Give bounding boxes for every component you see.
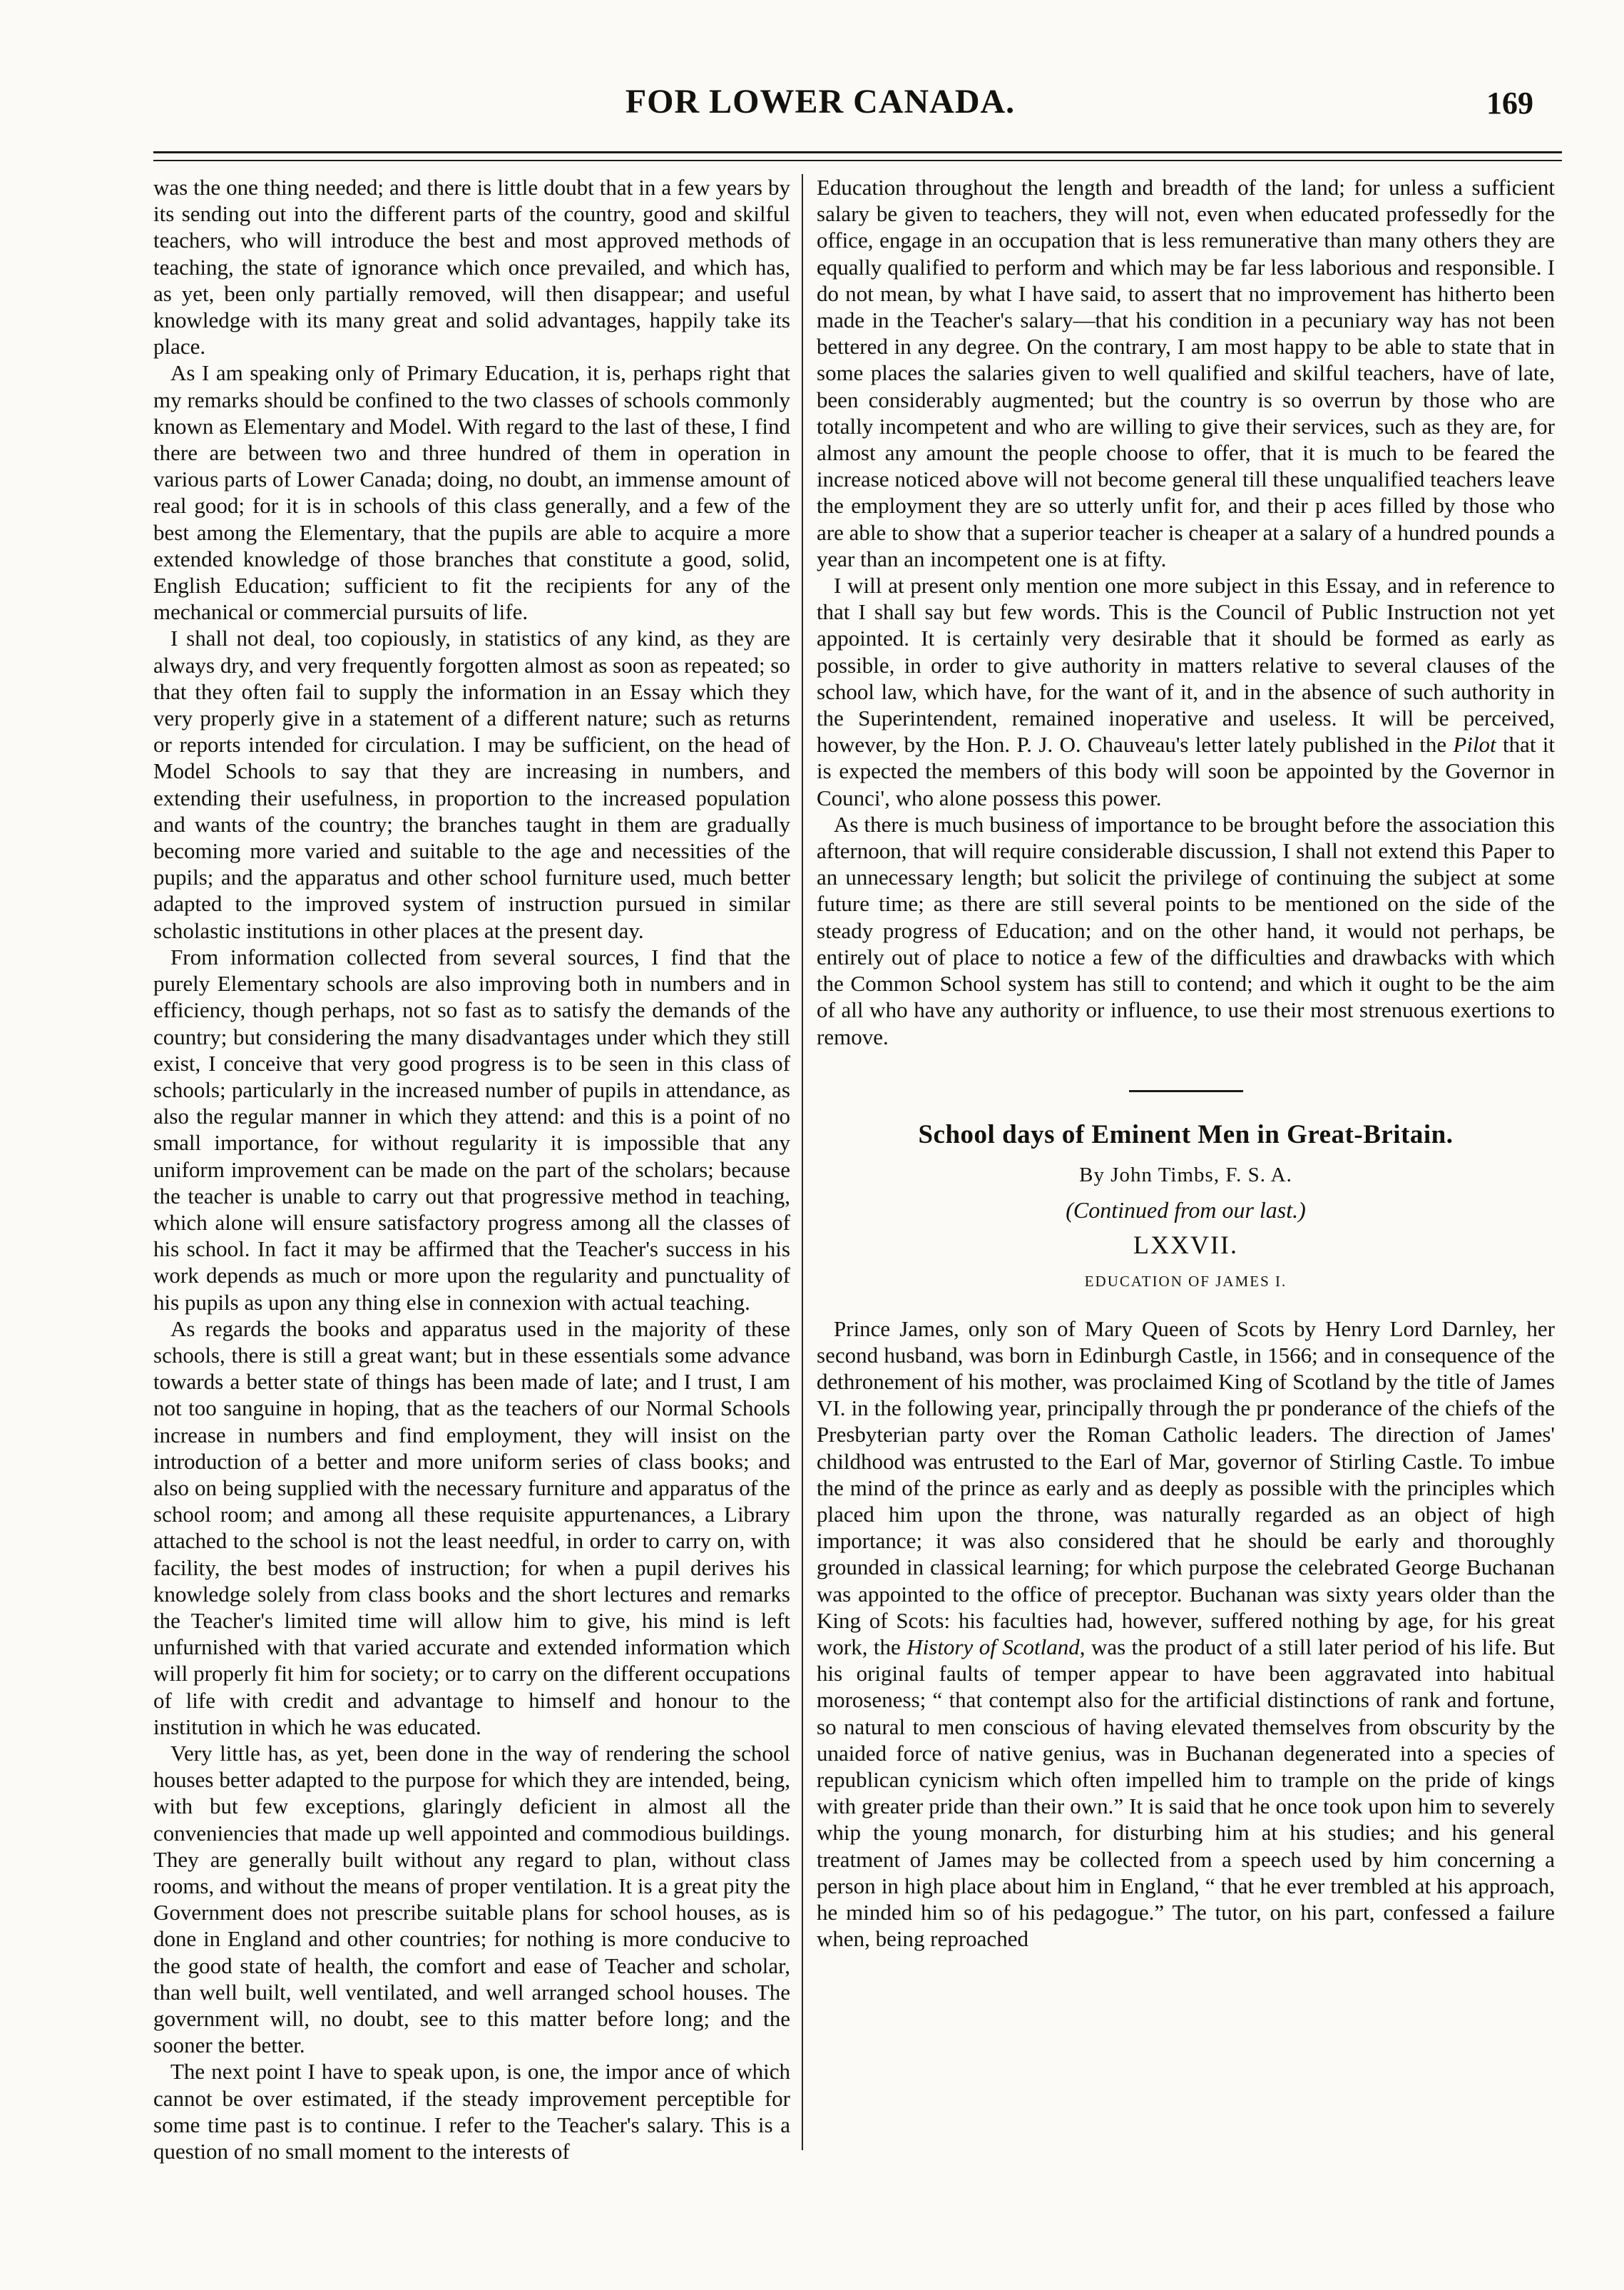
left-column [153,174,790,2164]
right-paragraph-2-tail: that it is expected the members of this body will soon be appointed by the Governor in Counci', who alone possess this power. [817,732,1555,810]
continued-note: (Continued from our last.) [1066,1196,1306,1223]
right-paragraph-2-text: I will at present only mention one more subject in this Essay, and in reference to that I shall say but few words. This is the Council of Public Instruction not yet appointed. It is certainly very desirable that it should be formed as early as possible, in order to give authority in matters relative to several clauses of the school law, which have, for the want of it, and in the absence of such authority in the Superintendent, remained inoperative and useless. It will be perceived, however, by the Hon. P. J. O. Chauveau's letter lately published in the [817,573,1555,758]
right-column [817,174,1555,2164]
header-rule-thick [153,151,1562,153]
article-paragraph-1 [817,1316,1555,1953]
right-paragraph-1: Education throughout the length and breadth of the land; for unless a sufficient salary be given to teachers, they will not, even when educated professedly for the office, engage in an occupation that is less remunerative than many others they are equally qualified to perform and which may be far less laborious and responsible. I do not mean, by what I have said, to assert that no improvement has hitherto been made in the Teacher's salary—that his condition in a pecuniary way has not been bettered in any degree. On the contrary, I am most happy to be able to state that in some places the salaries given to well qualified and skilful teachers, have of late, been considerably augmented; but the country is so overrun by those who are totally incompetent and who are willing to give their services, such as they are, for almost any amount the people choose to offer, that it is much to be feared the increase noticed above will not become general till these unqualified teachers leave the employment they are so utterly unfit for, and their p aces filled by those who are able to show that a superior teacher is cheaper at a salary of a hundred pounds a year than an incompetent one is at fifty. [817,175,1555,571]
page-number: 169 [1486,86,1533,121]
article-paragraph-1a: Prince James, only son of Mary Queen of Scots by Henry Lord Darnley, her second husband, was born in Edinburgh Castle, in 1566; and in consequence of the dethronement of his mother, was proclaimed King of Scotland by the title of James VI. in the following year, principally through the pr ponderance of the chiefs of the Presbyterian party over the Roman Catholic leaders. The direction of James' childhood was entrusted to the Earl of Mar, governor of Stirling Castle. To imbue the mind of the prince as early and as deeply as possible with the principles which placed him upon the throne, was naturally regarded as an object of high importance; it was also considered that he should be early and thoroughly grounded in classical learning; for which purpose the celebrated George Buchanan was appointed to the office of preceptor. Buchanan was sixty years older than the King of Scots: his faculties had, however, suffered nothing by age, for his great work, the [817,1316,1555,1659]
left-paragraph-7: The next point I have to speak upon, is one, the impor ance of which cannot be over estimated, if the steady improvement perceptible for some time past is to continue. I refer to the Teacher's salary. This is a question of no small moment to the interests of [153,2059,790,2164]
page-header [107,82,1533,146]
article-byline: By John Timbs, F. S. A. [1079,1163,1292,1186]
article-title: School days of Eminent Men in Great-Britain. [918,1119,1454,1149]
left-paragraph-2: As I am speaking only of Primary Education, it is, perhaps right that my remarks should be confined to the two classes of schools commonly known as Elementary and Model. With regard to the last of these, I find there are between two and three hundred of them in operation in various parts of Lower Canada; doing, no doubt, an immense amount of real good; for it is in schools of this class generally, and a few of the best among the Elementary, that the pupils are able to acquire a more extended knowledge of those branches that constitute a good, solid, English Education; sufficient to fit the recipients for any of the mechanical or commercial pursuits of life. [153,360,790,625]
right-paragraph-3: As there is much business of importance to be brought before the association this afternoon, that will require considerable discussion, I shall not extend this Paper to an unnecessary length; but solicit the privilege of continuing the subject at some future time; as there are still several points to be mentioned on the side of the steady progress of Education; and on the other hand, it would not perhaps, be entirely out of place to notice a few of the difficulties and drawbacks with which the Common School system has still to contend; and which it ought to be the aim of all who have any authority or influence, to use their most strenuous exertions to remove. [817,811,1555,1049]
running-title: FOR LOWER CANADA. [625,83,1016,121]
left-paragraph-4: From information collected from several sources, I find that the purely Elementary schools are also improving both in numbers and in efficiency, though perhaps, not so fast as to satisfy the demands of the country; but considering the many disadvantages under which they still exist, I conceive that very good progress is to be seen in this class of schools; particularly in the increased number of pupils in attendance, as also the regular manner in which they attend: and this is a point of no small importance, for without regularity it is impossible that any uniform improvement can be made on the part of the scholars; because the teacher is unable to carry out that progressive method in teaching, which alone will ensure satisfactory progress among all the classes of his school. In fact it may be affirmed that the Teacher's success in his work depends as much or more upon the regularity and punctuality of his pupils as upon any thing else in connexion with actual teaching. [153,944,790,1315]
pilot-newspaper-title: Pilot [1453,732,1496,758]
article-paragraph-1b: , was the product of a still later period of his life. But his original faults of temper appear to have been aggravated into habitual moroseness; “ that contempt also for the artificial distinctions of rank and fortune, so natural to men conscious of having elevated themselves from obscurity by the unaided force of native genius, was in Buchanan degenerated into a species of republican cynicism which often impelled him to trample on the pride of kings with greater pride than their own.” It is said that he once took upon him to severely whip the young monarch, for disturbing him at his studies; and his general treatment of James may be collected from a speech used by him concerning a person in high place about him in England, “ that he ever trembled at his approach, he minded him so of his pedagogue.” The tutor, on his part, confessed a failure when, being reproached [817,1634,1555,1952]
history-of-scotland-title: History of Scotland [907,1634,1080,1659]
left-paragraph-1: was the one thing needed; and there is little doubt that in a few years by its sending out into the different parts of the country, good and skilful teachers, who will introduce the best and most approved methods of teaching, the state of ignorance which once prevailed, and which has, as yet, been only partially removed, will then disappear; and useful knowledge with its many great and solid advantages, happily take its place. [153,175,790,360]
left-paragraph-5: As regards the books and apparatus used in the majority of these schools, there is still a great want; but in these essentials some advance towards a better state of things has been made of late; and I trust, I am not too sanguine in hoping, that as the teachers of our Normal Schools increase in numbers and find employment, they will insist on the introduction of a better and more uniform series of class books; and also on being supplied with the necessary furniture and apparatus of the school room; and among all these requisite appurtenances, a Library attached to the school is not the least needful, in order to carry on, with facility, the best modes of instruction; for when a pupil derives his knowledge solely from class books and the short lectures and remarks the Teacher's limited time will allow him to give, his mind is left unfurnished with that varied accurate and extended information which will properly fit him for society; or to carry on the different occupations of life with credit and advantage to himself and honour to the institution in which he was educated. [153,1316,790,1739]
chapter-numeral: LXXVII. [1133,1231,1238,1260]
chapter-subhead: EDUCATION OF JAMES I. [1084,1273,1287,1291]
left-paragraph-3: I shall not deal, too copiously, in statistics of any kind, as they are always dry, and very frequently forgotten almost as soon as repeated; so that they often fail to supply the information in an Essay which they very properly give in a statement of a different nature; such as returns or reports intended for circulation. I may be sufficient, on the head of Model Schools to say that they are increasing in numbers, and extending their usefulness, in proportion to the increased population and wants of the country; the branches taught in them are gradually becoming more varied and suitable to the age and necessities of the pupils; and the apparatus and other school furniture used, much better adapted to the improved system of instruction pursued in similar scholastic institutions in other places at the present day. [153,626,790,943]
column-divider [802,174,803,2150]
left-paragraph-6: Very little has, as yet, been done in the way of rendering the school houses better adapted to the purpose for which they are intended, being, with but few exceptions, glaringly deficient in almost all the conveniencies that made up well appointed and commodious buildings. They are generally built without any regard to plan, without class rooms, and without the means of proper ventilation. It is a great pity the Government does not prescribe suitable plans for school houses, as is done in England and other countries; for nothing is more conducive to the good state of health, the comfort and ease of Teacher and scholar, than well built, well ventilated, and well arranged school houses. The government will, no doubt, see to this matter before long; and the sooner the better. [153,1740,790,2058]
right-paragraph-2 [817,572,1555,811]
section-divider [1129,1090,1243,1092]
header-rule-thin [153,160,1562,161]
